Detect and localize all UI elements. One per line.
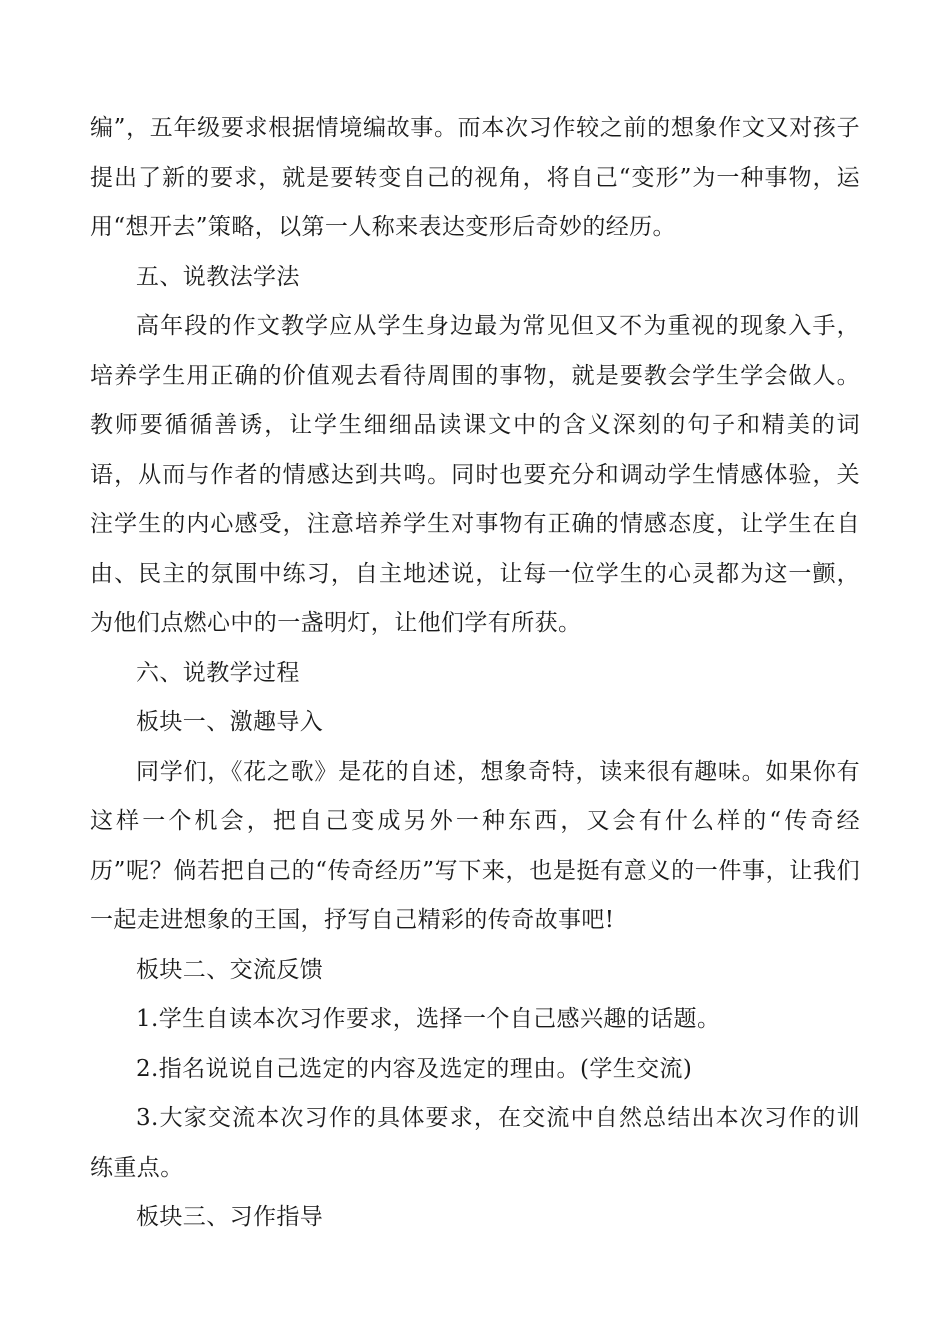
subsection-heading-guidance: 板块三、习作指导 [136,1204,324,1230]
section-heading-teaching-process: 六、说教学过程 [136,659,300,686]
section-heading-teaching-methods: 五、说教法学法 [136,263,300,290]
paragraph-teaching-methods: 高年段的作文教学应从学生身边最为常见但又不为重视的现象入手，培养学生用正确的价值观去看待周围的事物，就是要教会学生学会做人。教师要循循善诱，让学生细细品读课文中的含义深刻的句子和精美的词语，从而与作者的情感达到共鸣。同时也要充分和调动学生情感体验，关注学生的内心感受，注意培养学生对事物有正确的情感态度，让学生在自由、民主的氛围中练习，自主地述说，让每一位学生的心灵都为这一颤，为他们点燃心中的一盏明灯，让他们学有所获。 [90,313,860,636]
paragraph-continuation: 编”，五年级要求根据情境编故事。而本次习作较之前的想象作文又对孩子提出了新的要求，就是要转变自己的视角，将自己“变形”为一种事物，运用“想开去”策略，以第一人称来表达变形后奇妙的经历。 [90,115,860,240]
list-item-2: 2.指名说说自己选定的内容及选定的理由。(学生交流) [136,1055,693,1082]
document-page [90,104,860,1243]
list-item-1: 1.学生自读本次习作要求，选择一个自己感兴趣的话题。 [136,1006,721,1032]
paragraph-intro: 同学们，《花之歌》是花的自述，想象奇特，读来很有趣味。如果你有这样一个机会，把自己变成另外一种东西，又会有什么样的“传奇经历”呢？倘若把自己的“传奇经历”写下来，也是挺有意义的一件事，让我们一起走进想象的王国，抒写自己精彩的传奇故事吧! [90,758,860,933]
subsection-heading-intro: 板块一、激趣导入 [136,709,324,735]
subsection-heading-feedback: 板块二、交流反馈 [136,956,324,983]
list-item-3: 3.大家交流本次习作的具体要求，在交流中自然总结出本次习作的训练重点。 [90,1105,860,1181]
